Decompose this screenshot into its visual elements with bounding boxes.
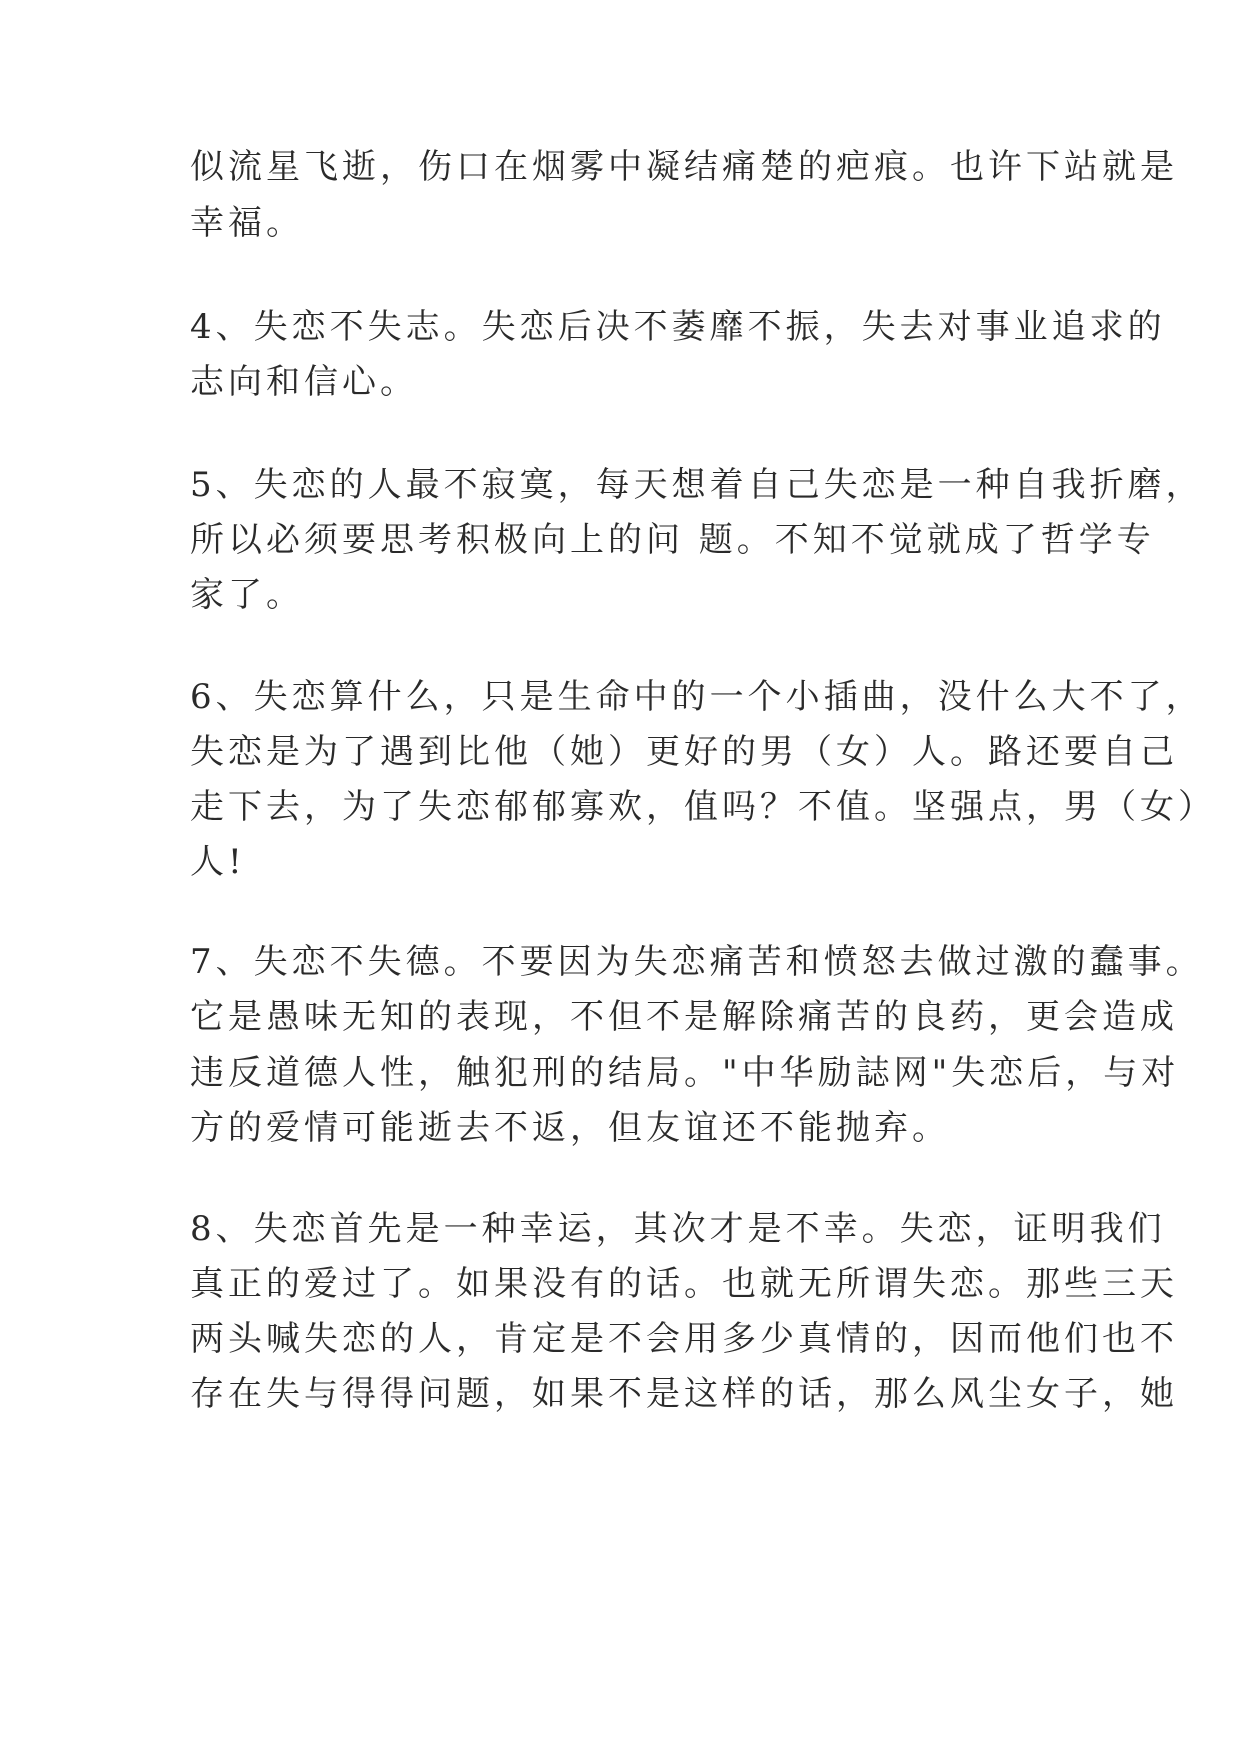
text-line: 存在失与得得问题，如果不是这样的话，那么风尘女子，她 — [190, 1374, 1178, 1414]
text-line: 走下去，为了失恋郁郁寡欢，值吗？不值。坚强点，男（女） — [190, 787, 1216, 827]
text-line: 8、失恋首先是一种幸运，其次才是不幸。失恋，证明我们 — [190, 1209, 1166, 1249]
text-line: 家了。 — [190, 575, 304, 615]
text-line: 志向和信心。 — [190, 362, 418, 402]
text-line: 4、失恋不失志。失恋后决不萎靡不振，失去对事业追求的 — [190, 307, 1166, 347]
text-line: 真正的爱过了。如果没有的话。也就无所谓失恋。那些三天 — [190, 1264, 1178, 1304]
text-line: 5、失恋的人最不寂寞，每天想着自己失恋是一种自我折磨， — [190, 465, 1204, 505]
text-line: 方的爱情可能逝去不返，但友谊还不能抛弃。 — [190, 1108, 950, 1148]
text-line: 幸福。 — [190, 203, 304, 243]
text-line: 7、失恋不失德。不要因为失恋痛苦和愤怒去做过激的蠢事。 — [190, 942, 1204, 982]
text-line: 所以必须要思考积极向上的问 题。不知不觉就成了哲学专 — [190, 520, 1155, 560]
text-line: 人! — [190, 842, 246, 882]
text-line: 违反道德人性，触犯刑的结局。"中华励誌网"失恋后，与对 — [190, 1053, 1180, 1093]
text-line: 它是愚味无知的表现，不但不是解除痛苦的良药，更会造成 — [190, 997, 1178, 1037]
text-line: 6、失恋算什么，只是生命中的一个小插曲，没什么大不了， — [190, 677, 1204, 717]
text-line: 失恋是为了遇到比他（她）更好的男（女）人。路还要自己 — [190, 732, 1178, 772]
text-line: 似流星飞逝，伤口在烟雾中凝结痛楚的疤痕。也许下站就是 — [190, 147, 1178, 187]
text-line: 两头喊失恋的人，肯定是不会用多少真情的，因而他们也不 — [190, 1319, 1178, 1359]
